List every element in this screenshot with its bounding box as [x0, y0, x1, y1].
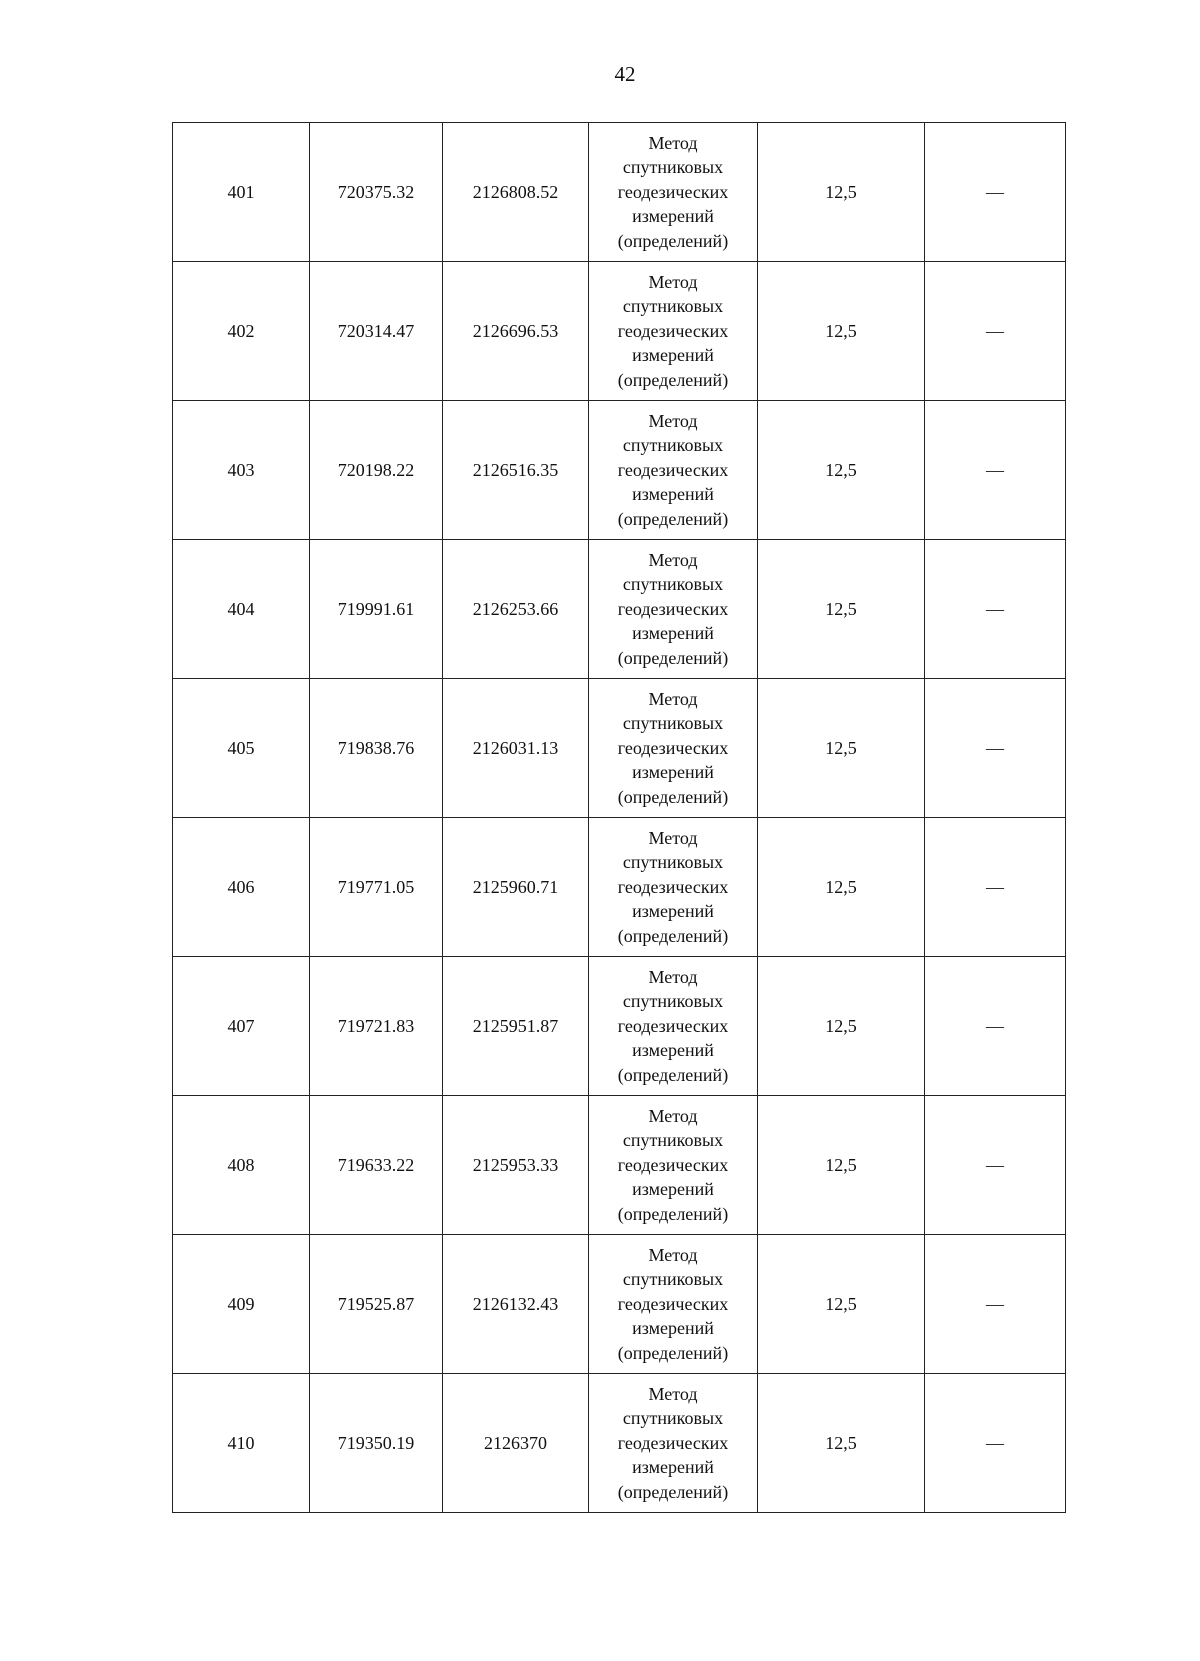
method-line: геодезических [617, 1293, 729, 1314]
method-line: (определений) [617, 1064, 729, 1085]
x-coordinate-cell: 720375.32 [310, 123, 443, 262]
method-line: геодезических [617, 181, 729, 202]
accuracy-cell: 12,5 [758, 1096, 925, 1235]
method-line: (определений) [617, 508, 729, 529]
method-line: спутниковых [622, 435, 724, 456]
x-coordinate-cell: 719721.83 [310, 957, 443, 1096]
method-line: спутниковых [622, 713, 724, 734]
point-number-cell: 404 [173, 540, 310, 679]
x-coordinate-cell: 719838.76 [310, 679, 443, 818]
method-line: спутниковых [622, 852, 724, 873]
accuracy-cell: 12,5 [758, 957, 925, 1096]
method-line: измерений [632, 1179, 714, 1200]
y-coordinate-cell: 2125953.33 [443, 1096, 589, 1235]
method-line: спутниковых [622, 991, 724, 1012]
accuracy-cell: 12,5 [758, 1235, 925, 1374]
method-line: геодезических [617, 598, 729, 619]
accuracy-cell: 12,5 [758, 123, 925, 262]
table-row [173, 262, 1066, 401]
method-cell [589, 1374, 758, 1513]
table-row [173, 818, 1066, 957]
y-coordinate-cell: 2126253.66 [443, 540, 589, 679]
point-number-cell: 405 [173, 679, 310, 818]
point-number-cell: 406 [173, 818, 310, 957]
table-row [173, 401, 1066, 540]
table-row [173, 1374, 1066, 1513]
method-line: Метод [648, 1105, 698, 1126]
table-row [173, 679, 1066, 818]
point-number-cell: 407 [173, 957, 310, 1096]
method-line: (определений) [617, 786, 729, 807]
accuracy-cell: 12,5 [758, 679, 925, 818]
method-line: измерений [632, 1318, 714, 1339]
x-coordinate-cell: 719525.87 [310, 1235, 443, 1374]
note-cell: — [925, 123, 1066, 262]
method-line: Метод [648, 132, 698, 153]
x-coordinate-cell: 720314.47 [310, 262, 443, 401]
method-line: геодезических [617, 1154, 729, 1175]
method-line: (определений) [617, 1203, 729, 1224]
method-line: измерений [632, 1457, 714, 1478]
method-cell [589, 1235, 758, 1374]
method-line: измерений [632, 623, 714, 644]
method-line: (определений) [617, 1342, 729, 1363]
method-line: (определений) [617, 647, 729, 668]
method-line: Метод [648, 271, 698, 292]
y-coordinate-cell: 2126370 [443, 1374, 589, 1513]
point-number-cell: 408 [173, 1096, 310, 1235]
method-line: измерений [632, 762, 714, 783]
point-number-cell: 402 [173, 262, 310, 401]
method-line: (определений) [617, 369, 729, 390]
method-line: Метод [648, 1383, 698, 1404]
point-number-cell: 403 [173, 401, 310, 540]
method-line: спутниковых [622, 1269, 724, 1290]
method-cell [589, 123, 758, 262]
note-cell: — [925, 818, 1066, 957]
method-line: измерений [632, 901, 714, 922]
note-cell: — [925, 679, 1066, 818]
x-coordinate-cell: 719350.19 [310, 1374, 443, 1513]
x-coordinate-cell: 719771.05 [310, 818, 443, 957]
table-row [173, 123, 1066, 262]
y-coordinate-cell: 2126031.13 [443, 679, 589, 818]
point-number-cell: 409 [173, 1235, 310, 1374]
method-line: измерений [632, 345, 714, 366]
method-line: Метод [648, 549, 698, 570]
table-body [173, 123, 1066, 1513]
method-line: геодезических [617, 320, 729, 341]
page-number: 42 [614, 62, 636, 86]
method-line: спутниковых [622, 1130, 724, 1151]
method-line: спутниковых [622, 296, 724, 317]
method-cell [589, 401, 758, 540]
y-coordinate-cell: 2125960.71 [443, 818, 589, 957]
method-line: Метод [648, 966, 698, 987]
method-line: спутниковых [622, 1408, 724, 1429]
method-line: измерений [632, 206, 714, 227]
method-cell [589, 262, 758, 401]
method-cell [589, 540, 758, 679]
y-coordinate-cell: 2125951.87 [443, 957, 589, 1096]
method-line: спутниковых [622, 574, 724, 595]
method-line: Метод [648, 688, 698, 709]
method-line: геодезических [617, 1015, 729, 1036]
point-number-cell: 401 [173, 123, 310, 262]
table-row [173, 540, 1066, 679]
method-cell [589, 957, 758, 1096]
accuracy-cell: 12,5 [758, 540, 925, 679]
note-cell: — [925, 401, 1066, 540]
table-row [173, 1096, 1066, 1235]
x-coordinate-cell: 719633.22 [310, 1096, 443, 1235]
method-line: Метод [648, 1244, 698, 1265]
accuracy-cell: 12,5 [758, 262, 925, 401]
y-coordinate-cell: 2126696.53 [443, 262, 589, 401]
method-line: измерений [632, 1040, 714, 1061]
note-cell: — [925, 262, 1066, 401]
method-line: Метод [648, 827, 698, 848]
x-coordinate-cell: 720198.22 [310, 401, 443, 540]
accuracy-cell: 12,5 [758, 401, 925, 540]
point-number-cell: 410 [173, 1374, 310, 1513]
accuracy-cell: 12,5 [758, 818, 925, 957]
coordinates-table [172, 122, 1066, 1513]
y-coordinate-cell: 2126808.52 [443, 123, 589, 262]
y-coordinate-cell: 2126132.43 [443, 1235, 589, 1374]
method-line: Метод [648, 410, 698, 431]
method-line: геодезических [617, 1432, 729, 1453]
method-line: (определений) [617, 1481, 729, 1502]
note-cell: — [925, 1235, 1066, 1374]
method-line: геодезических [617, 459, 729, 480]
method-line: (определений) [617, 230, 729, 251]
method-line: (определений) [617, 925, 729, 946]
note-cell: — [925, 1374, 1066, 1513]
y-coordinate-cell: 2126516.35 [443, 401, 589, 540]
method-cell [589, 818, 758, 957]
note-cell: — [925, 957, 1066, 1096]
table-row [173, 1235, 1066, 1374]
table-row [173, 957, 1066, 1096]
method-line: геодезических [617, 876, 729, 897]
note-cell: — [925, 1096, 1066, 1235]
x-coordinate-cell: 719991.61 [310, 540, 443, 679]
method-line: измерений [632, 484, 714, 505]
note-cell: — [925, 540, 1066, 679]
accuracy-cell: 12,5 [758, 1374, 925, 1513]
method-cell [589, 679, 758, 818]
method-line: геодезических [617, 737, 729, 758]
method-cell [589, 1096, 758, 1235]
method-line: спутниковых [622, 157, 724, 178]
